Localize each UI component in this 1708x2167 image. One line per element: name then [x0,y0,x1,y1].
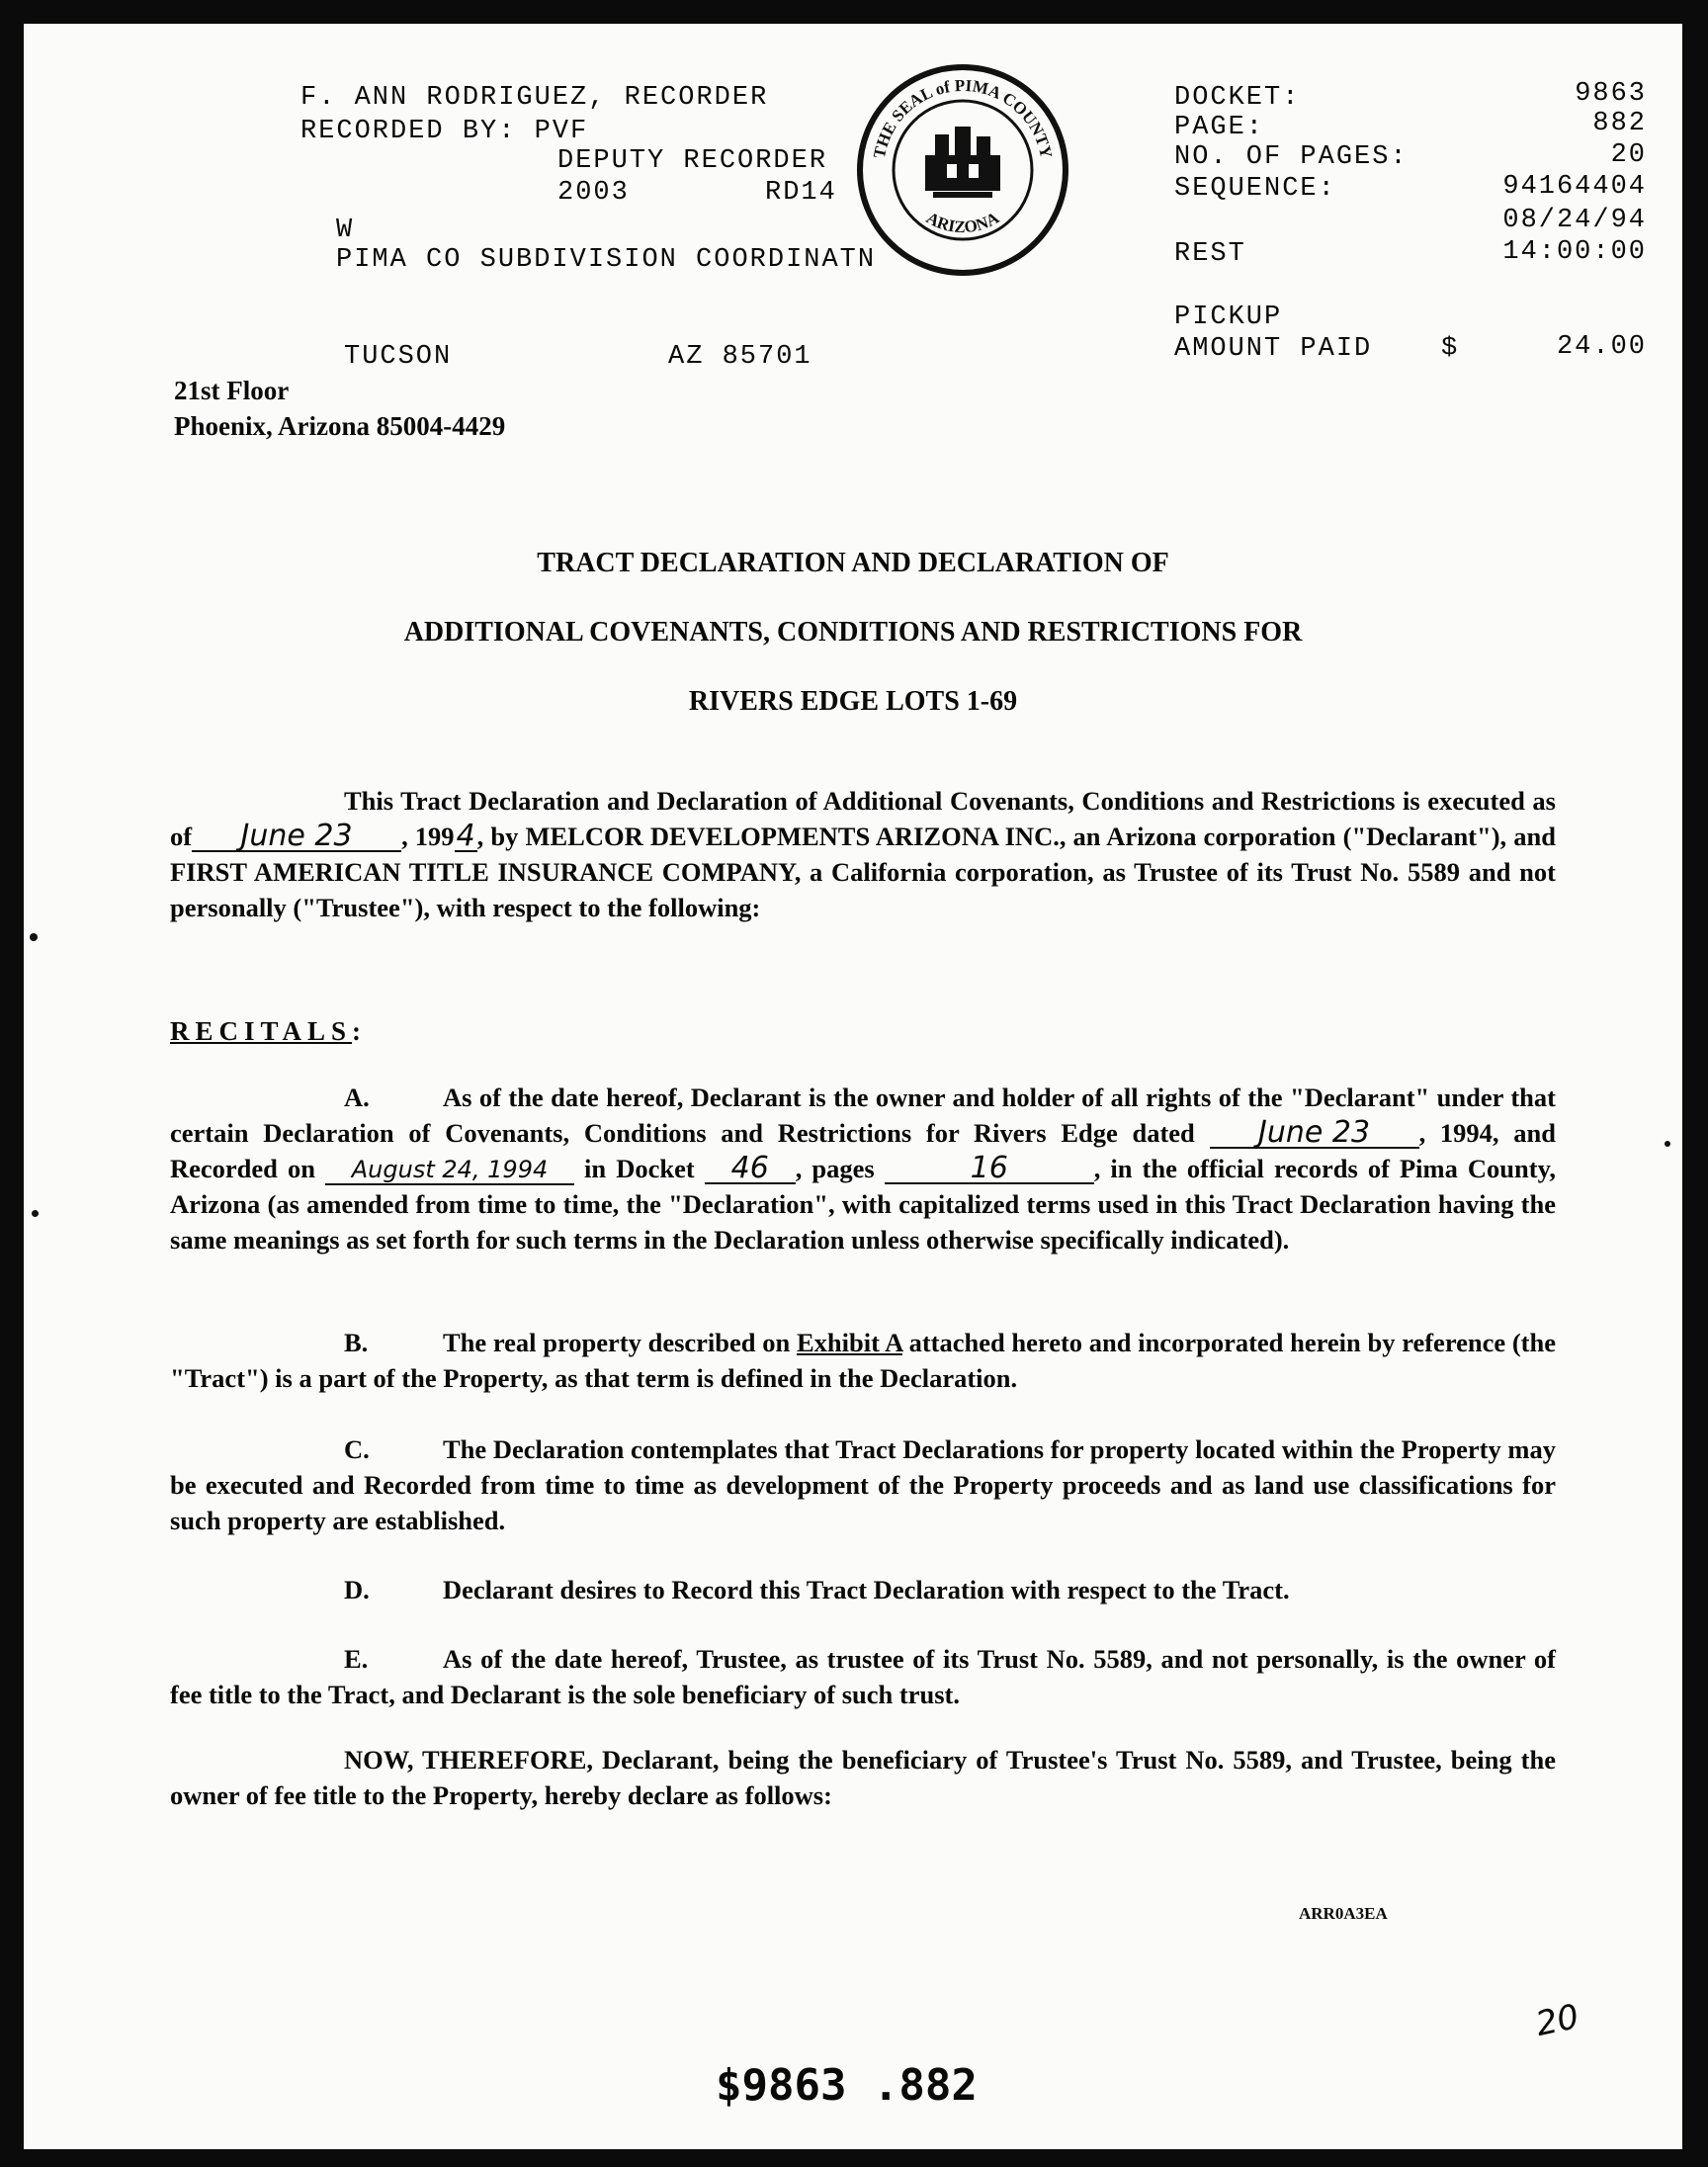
handwritten-page-count: 20 [1532,1996,1582,2045]
record-code-year: 2003 [557,178,630,208]
record-code: RD14 [765,178,837,208]
agency-city: TUCSON [344,342,453,372]
footer-docket-stamp: $9863 .882 [716,2060,978,2111]
deputy-recorder: DEPUTY RECORDER [557,146,828,176]
scan-speck [30,933,38,941]
recorder-name: F. ANN RODRIGUEZ, RECORDER [300,83,769,113]
handwritten-pages: 16 [885,1155,1094,1184]
address-city: Phoenix, Arizona 85004-4429 [174,411,506,441]
pages-value: 20 [1610,140,1647,170]
page-label: PAGE: [1174,113,1265,142]
recital-c-text: The Declaration contemplates that Tract Declarations for property located within the Property may be executed and Recorded from time to time as development of the Property proceeds and as land use classifications for such property are established. [170,1434,1556,1535]
recital-c [170,1431,1556,1538]
docket-value: 9863 [1575,79,1647,109]
handwritten-declaration-date: June 23 [1210,1119,1419,1149]
agency-name: PIMA CO SUBDIVISION COORDINATN [336,245,877,275]
now-therefore-paragraph: NOW, THEREFORE, Declarant, being the beneficiary of Trustee's Trust No. 5589, and Trustee, being the owner of fee title to the Property, hereby declare as follows: [170,1745,1556,1810]
page-value: 882 [1592,109,1647,138]
handwritten-docket-number: 46 [705,1155,796,1184]
file-code: ARR0A3EA [1299,1904,1388,1923]
pickup-label: PICKUP [1174,303,1283,332]
record-date: 08/24/94 [1502,206,1647,235]
handwritten-recorded-date: August 24, 1994 [325,1156,574,1185]
recitals-heading-text: RECITALS [170,1016,353,1046]
amount-paid-value: 24.00 [1556,332,1647,362]
recital-b-text-2: attached hereto and incorporated herein by reference (the "Tract") is a part of the Property, as that term is defined in the Declaration. [170,1328,1556,1393]
pages-label: NO. OF PAGES: [1174,142,1409,172]
recital-a-text-4: , pages [795,1154,875,1183]
recital-a-text-1: As of the date hereof, Declarant is the owner and holder of all rights of the "Declarant" under that certain Declaration of Covenants, Conditions and Restrictions for Rivers Edge dated [170,1083,1556,1148]
recital-a [170,1080,1556,1257]
intro-text-1: This Tract Declaration and Declaration of Additional Covenants, Conditions and Restrictions is executed as of [170,786,1556,851]
document-page [24,24,1682,2149]
document-title-line-2: ADDITIONAL COVENANTS, CONDITIONS AND RESTRICTIONS FOR [403,617,1303,648]
sequence-value: 94164404 [1502,172,1647,202]
rest-label: REST [1174,239,1246,269]
record-time: 14:00:00 [1502,237,1647,267]
recorded-by: RECORDED BY: PVF [300,117,589,146]
recital-b-text-1: The real property described on [443,1328,791,1357]
handwritten-execution-year: 4 [456,819,475,853]
seal-emblem [925,127,1000,198]
seal-top-text: THE SEAL of PIMA COUNTY [869,75,1057,160]
sequence-label: SEQUENCE: [1174,174,1336,204]
recorder-w-mark: W [336,216,355,245]
recital-b-label: B. [344,1328,369,1357]
intro-text-2: , 199 [401,822,455,851]
recital-d [170,1572,1556,1607]
recital-b [170,1325,1556,1396]
address-floor: 21st Floor [174,376,290,405]
pima-county-seal [854,61,1071,279]
document-title-line-1: TRACT DECLARATION AND DECLARATION OF [537,548,1169,578]
scan-speck [32,1210,39,1217]
recitals-heading [170,1016,361,1047]
recitals-heading-colon: : [352,1016,362,1046]
seal-bottom-text: ARIZONA [923,208,1002,237]
exhibit-a-reference: Exhibit A [796,1328,902,1357]
agency-state-zip: AZ 85701 [668,342,812,372]
recital-c-label: C. [344,1434,370,1464]
intro-text-3: , by MELCOR DEVELOPMENTS ARIZONA INC., an Arizona corporation ("Declarant"), and FIRST AMERICAN TITLE INSURANCE COMPANY, a California corporation, as Trustee of its Trust No. 5589 and not personally ("Trustee"), with respect to the following: [170,822,1556,922]
document-title-line-3: RIVERS EDGE LOTS 1-69 [688,686,1018,717]
intro-paragraph [170,783,1556,925]
recital-e-text: As of the date hereof, Trustee, as trustee of its Trust No. 5589, and not personally, is the owner of fee title to the Tract, and Declarant is the sole beneficiary of such trust. [170,1644,1556,1709]
recital-a-text-3: in Docket [584,1154,695,1183]
amount-currency: $ [1441,334,1460,364]
recital-a-text-5: , in the official records of Pima County, Arizona (as amended from time to time, the "Declaration", with capitalized terms used in this Tract Declaration having the same meanings as set forth for such terms in the Declaration unless otherwise specifically indicated). [170,1154,1557,1255]
scan-speck [1665,1141,1670,1147]
recital-d-label: D. [344,1575,370,1604]
docket-label: DOCKET: [1174,83,1301,113]
recital-e-label: E. [344,1644,369,1674]
amount-paid-label: AMOUNT PAID [1174,334,1373,364]
recital-a-label: A. [344,1083,370,1112]
recital-e [170,1641,1556,1712]
handwritten-execution-date: June 23 [192,823,401,852]
recital-a-text-2: , 1994, and Recorded on [170,1118,1557,1183]
recital-d-text: Declarant desires to Record this Tract Declaration with respect to the Tract. [443,1575,1290,1604]
